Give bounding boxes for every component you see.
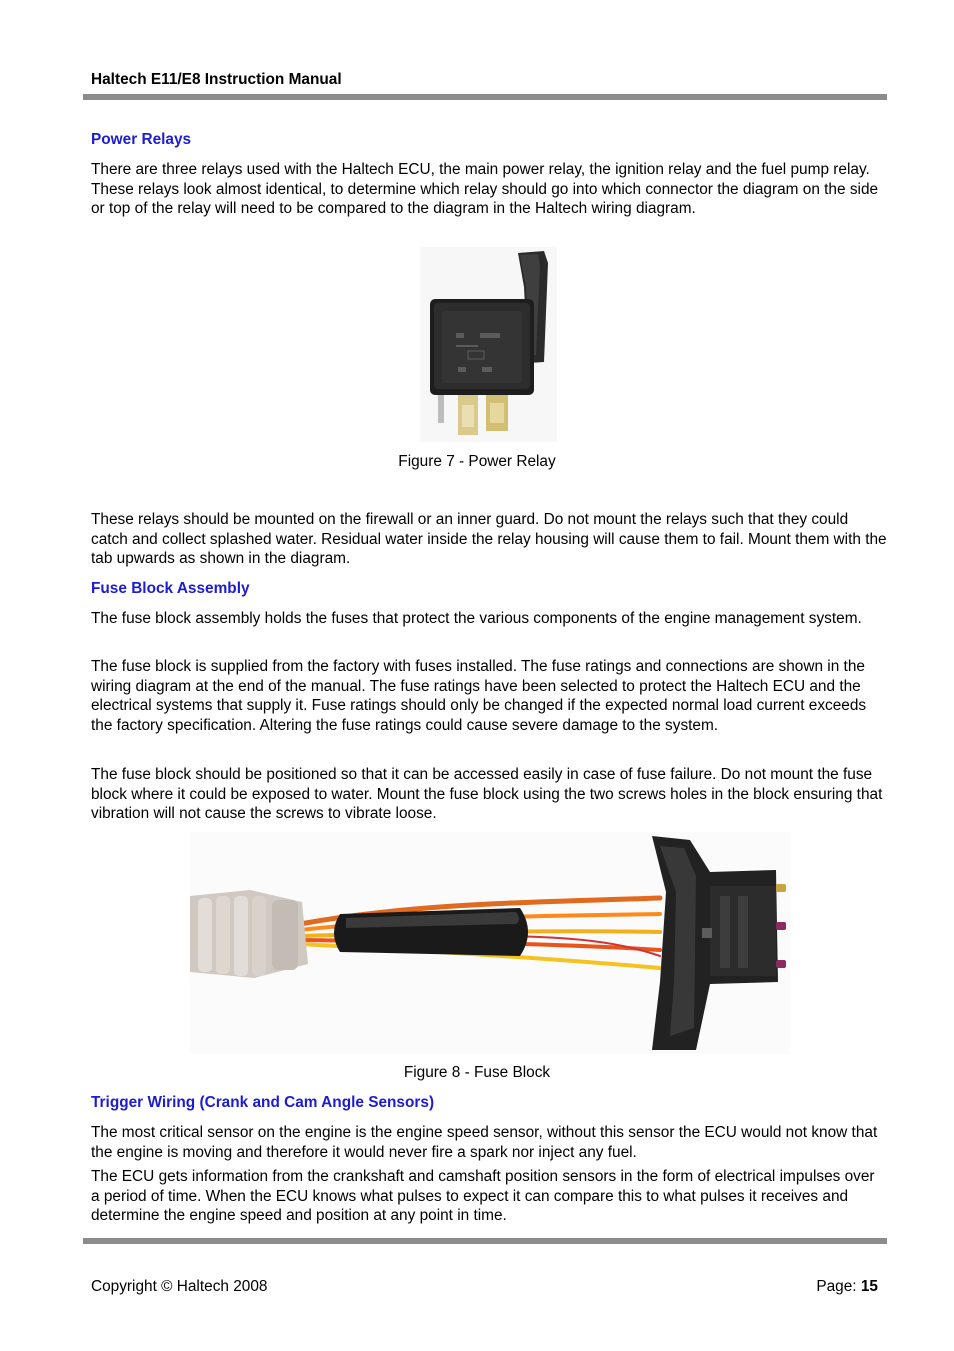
footer-page-number <box>816 1277 878 1297</box>
heading-fuse-block: Fuse Block Assembly <box>91 580 250 597</box>
paragraph-power-relays-mounting: These relays should be mounted on the firewall or an inner guard. Do not mount the relays such that they could catch and collect splashed water. Residual water inside the relay housing will cause them to fail. Mount them with the tab upwards as shown in the diagram. <box>91 511 887 568</box>
paragraph-fuse-block-intro: The fuse block assembly holds the fuses that protect the various components of the engine management system. <box>91 610 862 627</box>
heading-power-relays: Power Relays <box>91 131 192 148</box>
paragraph-trigger-wiring-speed-sensor: The most critical sensor on the engine is the engine speed sensor, without this sensor the ECU would not know that the engine is moving and therefore it would never fire a spark nor inject any fuel. <box>91 1124 878 1161</box>
paragraph-trigger-wiring-pulses: The ECU gets information from the crankshaft and camshaft position sensors in the form of electrical impulses over a period of time. When the ECU knows what pulses to expect it can compare this to what pulses it receives and determine the engine speed and position at any point in time. <box>91 1168 875 1225</box>
footer-copyright: Copyright © Haltech 2008 <box>91 1278 268 1295</box>
power-relay-image <box>420 247 557 442</box>
header-rule <box>83 94 887 100</box>
page-number: 15 <box>860 1278 878 1295</box>
paragraph-fuse-block-supply: The fuse block is supplied from the factory with fuses installed. The fuse ratings and connections are shown in the wiring diagram at the end of the manual. The fuse ratings have been selected to protect the Haltech ECU and the electrical systems that supply it. Fuse ratings should only be changed if the expected normal load current exceeds the factory specification. Altering the fuse ratings could cause severe damage to the system. <box>91 658 867 734</box>
footer-rule <box>83 1238 887 1244</box>
page-header-title: Haltech E11/E8 Instruction Manual <box>91 71 342 88</box>
figure-7-caption: Figure 7 - Power Relay <box>398 453 556 470</box>
heading-trigger-wiring: Trigger Wiring (Crank and Cam Angle Sensors) <box>91 1094 435 1111</box>
page-label: Page: <box>816 1278 857 1295</box>
fuse-block-image <box>190 832 790 1054</box>
paragraph-fuse-block-position: The fuse block should be positioned so that it can be accessed easily in case of fuse failure. Do not mount the fuse block where it could be exposed to water. Mount the fuse block using the two screws holes in the block ensuring that vibration will not cause the screws to vibrate loose. <box>91 766 883 823</box>
paragraph-power-relays-intro: There are three relays used with the Haltech ECU, the main power relay, the ignition relay and the fuel pump relay. These relays look almost identical, to determine which relay should go into which connector the diagram on the side or top of the relay will need to be compared to the diagram in the Haltech wiring diagram. <box>91 161 879 218</box>
figure-8-caption: Figure 8 - Fuse Block <box>403 1064 551 1081</box>
